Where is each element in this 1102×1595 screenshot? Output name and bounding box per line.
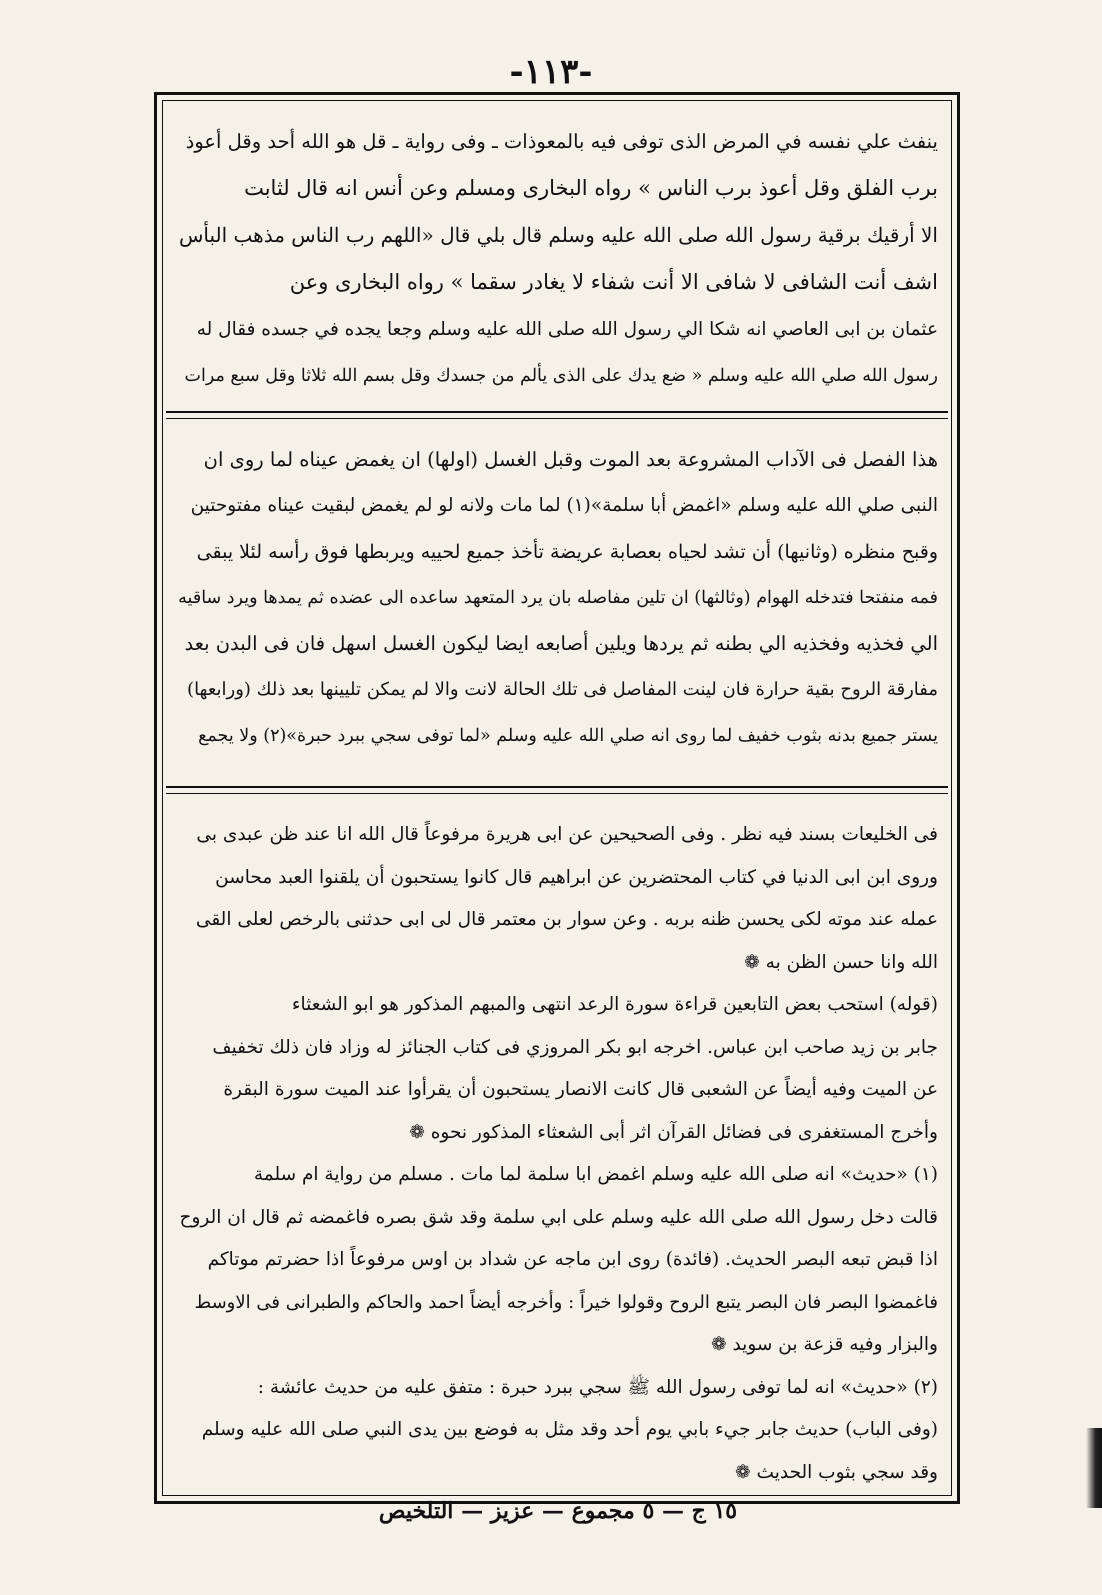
text-line: والبزار وفيه قزعة بن سويد ❁ (711, 1334, 938, 1355)
text-line: النبى صلي الله عليه وسلم «اغمض أبا سلمة»(١) لما مات ولانه لو لم يغمض لبقيت عيناه مفتوحتين (190, 495, 938, 516)
text-line: قالت دخل رسول الله صلى الله عليه وسلم على ابي سلمة وقد شق بصره فاغمضه ثم قال ان الروح (179, 1206, 938, 1228)
text-line: الله وانا حسن الظن به ❁ (744, 951, 938, 973)
text-line: وأخرج المستغفرى فى فضائل القرآن اثر أبى الشعثاء المذكور نحوه ❁ (409, 1121, 938, 1143)
text-line: يستر جميع بدنه بثوب خفيف لما روى انه صلي الله عليه وسلم «لما توفى سجي ببرد حبرة»(٢) ولا يجمع (198, 726, 938, 746)
page-number: -١١٣- (509, 52, 593, 92)
text-line: الا أرقيك برقية رسول الله صلى الله عليه وسلم قال بلي قال «اللهم رب الناس مذهب البأس (178, 223, 938, 247)
text-line: فى الخليعات بسند فيه نظر . وفى الصحيحين عن ابى هريرة مرفوعاً قال الله انا عند ظن عبدى بى (196, 824, 938, 845)
text-line: عمله عند موته لكى يحسن ظنه بربه . وعن سوار بن معتمر قال لى ابى حدثنى بالرخص لعلى القى (195, 909, 938, 930)
section-divider (166, 411, 948, 413)
text-line: وقد سجي بثوب الحديث ❁ (735, 1461, 938, 1483)
text-line: هذا الفصل فى الآداب المشروعة بعد الموت وقبل الغسل (اولها) ان يغمض عيناه لما روى ان (203, 448, 938, 471)
text-line: (٢) «حديث» انه لما توفى رسول الله ﷺ سجي ببرد حبرة : متفق عليه من حديث عائشة : (257, 1376, 938, 1398)
text-line: مفارقة الروح بقية حرارة فان لينت المفاصل فى تلك الحالة لانت والا لم يمكن تليينها بعد ذلك (ورابعها) (187, 679, 938, 700)
text-line: عثمان بن ابى العاصي انه شكا الي رسول الله صلى الله عليه وسلم وجعا يجده في جسده فقال له (196, 319, 938, 340)
main-text-middle (178, 437, 938, 759)
text-line: فمه منفتحا فتدخله الهوام (وثالثها) ان تلين مفاصله بان يرد المتعهد ساعده الى عضده ثم يمدها ويرد ساقيه (178, 588, 938, 608)
text-line: اشف أنت الشافى لا شافى الا أنت شفاء لا يغادر سقما » رواه البخارى وعن (289, 270, 938, 294)
text-line: وقبح منظره (وثانيها) أن تشد لحياه بعصابة عريضة تأخذ جميع لحييه ويربطها فوق رأسه لئلا يبقى (196, 541, 938, 563)
section-divider (166, 418, 948, 419)
main-text-top (178, 118, 938, 400)
text-line: (١) «حديث» انه صلى الله عليه وسلم اغمض ابا سلمة لما مات . مسلم من رواية ام سلمة (253, 1164, 938, 1185)
text-line: اذا قبض تبعه البصر الحديث. (فائدة) روى ابن ماجه عن شداد بن اوس مرفوعاً اذا حضرتم موتاكم (207, 1249, 938, 1270)
text-line: جابر بن زيد صاحب ابن عباس. اخرجه ابو بكر المروزي فى كتاب الجنائز له وزاد فان ذلك تخفيف (212, 1036, 938, 1058)
text-line: برب الفلق وقل أعوذ برب الناس » رواه البخارى ومسلم وعن أنس انه قال لثابت (244, 176, 938, 200)
page-footer-signature: ١٥ ج — ٥ مجموع — عزيز — التلخيص (378, 1498, 738, 1524)
text-line: الي فخذيه وفخذيه الي بطنه ثم يردها ويلين أصابعه ايضا ليكون الغسل اسهل فان فى البدن بعد (184, 632, 938, 655)
text-line: (وفى الباب) حديث جابر جيء بابي يوم أحد وقد مثل به فوضع بين يدى النبي صلى الله عليه وسلم (201, 1419, 938, 1440)
text-line: رسول الله صلي الله عليه وسلم « ضع يدك على الذى يألم من جسدك وقل بسم الله ثلاثا وقل سبع مرات (184, 366, 938, 386)
section-divider (166, 793, 948, 794)
text-line: عن الميت وفيه أيضاً عن الشعبى قال كانت الانصار يستحبون أن يقرأوا عند الميت سورة البقرة (223, 1079, 938, 1100)
text-line: فاغمضوا البصر فان البصر يتبع الروح وقولوا خيراً : وأخرجه أيضاً احمد والحاكم والطبرانى فى الاوسط (194, 1291, 938, 1313)
footnotes-text (178, 814, 938, 1494)
text-line: وروى ابن ابى الدنيا في كتاب المحتضرين عن ابراهيم قال كانوا يستحبون أن يلقنوا العبد محاسن (215, 866, 938, 888)
text-line: (قوله) استحب بعض التابعين قراءة سورة الرعد انتهى والمبهم المذكور هو ابو الشعثاء (291, 994, 938, 1015)
text-line: ينفث علي نفسه في المرض الذى توفى فيه بالمعوذات ـ وفى رواية ـ قل هو الله أحد وقل أعوذ (185, 130, 938, 153)
binding-shadow (1086, 1428, 1102, 1508)
section-divider (166, 786, 948, 788)
